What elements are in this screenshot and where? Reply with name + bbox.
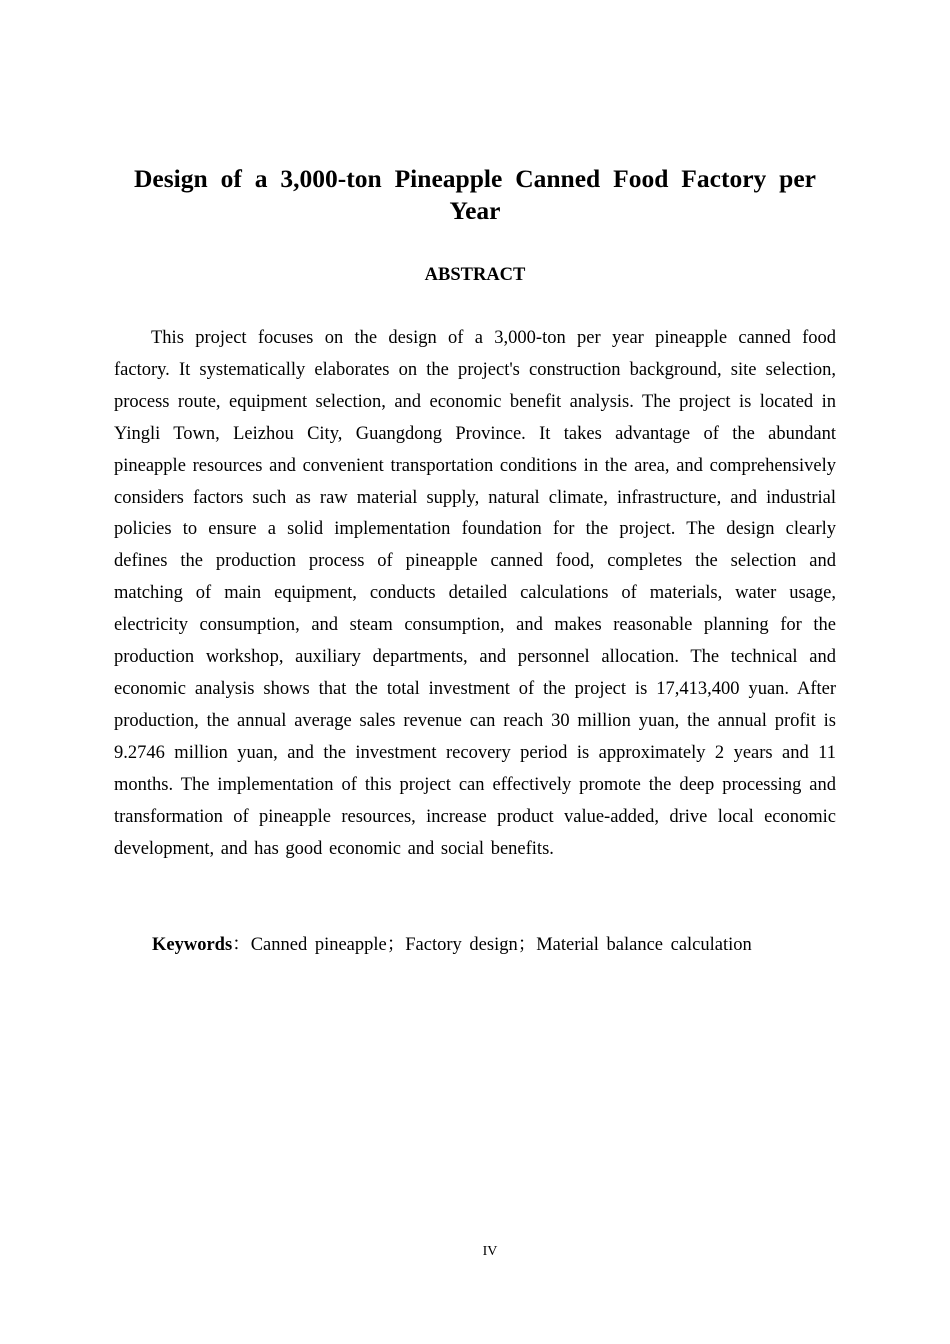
abstract-heading: ABSTRACT [424,265,526,285]
page-number: IV [482,1244,498,1259]
keyword-joiner: ； [517,935,537,955]
keyword-item: Factory design [405,935,518,955]
keyword-item: Material balance calculation [536,935,752,955]
keyword-item: Canned pineapple [250,935,387,955]
keyword-joiner: ； [386,935,406,955]
keywords-separator: ： [232,935,251,955]
keywords-line [152,930,842,962]
keywords-label: Keywords [152,935,233,955]
document-title: Design of a 3,000-ton Pineapple Canned Food Factory per Year [134,164,816,225]
abstract-body: This project focuses on the design of a 3,000-ton per year pineapple canned food factory. It systematically elaborates on the project's construction background, site selection, process route, equipment selection, and economic benefit analysis. The project is located in Yingli Town, Leizhou City, Guangdong Province. It takes advantage of the abundant pineapple resources and convenient transportation conditions in the area, and comprehensively considers factors such as raw material supply, natural climate, infrastructure, and industrial policies to ensure a solid implementation foundation for the project. The design clearly defines the production process of pineapple canned food, completes the selection and matching of main equipment, conducts detailed calculations of materials, water usage, electricity consumption, and steam consumption, and makes reasonable planning for the production workshop, auxiliary departments, and personnel allocation. The technical and economic analysis shows that the total investment of the project is 17,413,400 yuan. After production, the annual average sales revenue can reach 30 million yuan, the annual profit is 9.2746 million yuan, and the investment recovery period is approximately 2 years and 11 months. The implementation of this project can effectively promote the deep processing and transformation of pineapple resources, increase product value-added, drive local economic development, and has good economic and social benefits. [114,328,836,859]
